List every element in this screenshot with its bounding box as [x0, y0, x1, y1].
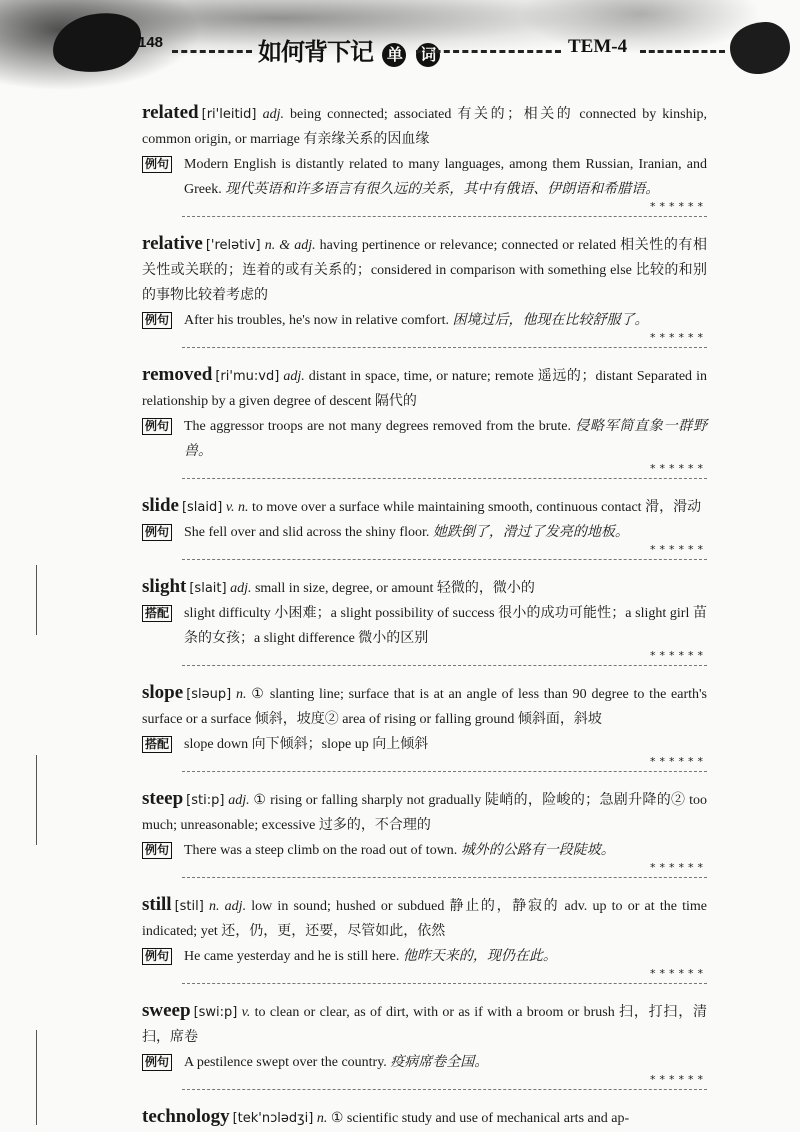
part-of-speech: adj. [230, 581, 252, 596]
entry-separator [182, 1073, 707, 1090]
margin-mark [36, 1030, 37, 1125]
ink-splash-left [47, 5, 147, 80]
entry-separator [182, 755, 707, 772]
part-of-speech: adj. [283, 369, 305, 384]
headword: slide [142, 495, 179, 516]
page-header [0, 0, 800, 92]
title-char-1: 单 [382, 43, 406, 67]
pronunciation: [slait] [189, 581, 227, 596]
definition-text: low in sound; hushed or subdued 静止的，静寂的 adv. up to or at the time indicated; yet 还，仍，更，还要，尽管如此，依然 [142, 899, 708, 939]
definition-text: distant in space, time, or nature; remote 遥远的；distant Separated in relationship by a given degree of descent 隔代的 [142, 369, 707, 409]
entry-definition [142, 998, 707, 1050]
example-chinese: 疫病席卷全国。 [390, 1055, 489, 1070]
headword: related [142, 102, 199, 123]
definition-text: ① scientific study and use of mechanical arts and ap- [327, 1111, 630, 1126]
part-of-speech: n. & adj. [264, 238, 316, 253]
part-of-speech: n. [236, 687, 247, 702]
definition-text: to move over a surface while maintaining smooth, continuous contact 滑，滑动 [248, 500, 702, 515]
entry-separator [182, 462, 707, 479]
example-english: Modern English is distantly related to many languages, among them Russian, Iranian, and Greek. [184, 157, 707, 197]
example-tag-badge: 例句 [142, 418, 172, 435]
entry [142, 1104, 707, 1131]
entry-separator [182, 861, 707, 878]
definition-text: small in size, degree, or amount 轻微的，微小的 [251, 581, 535, 596]
entry [142, 231, 707, 348]
entry [142, 362, 707, 479]
pronunciation: [swi:p] [193, 1005, 238, 1020]
headword: technology [142, 1106, 230, 1127]
example-chinese: 她跌倒了，滑过了发亮的地板。 [432, 525, 629, 540]
headword: slight [142, 576, 187, 597]
example-english: She fell over and slid across the shiny floor. [184, 525, 430, 540]
separator-stars: ****** [646, 200, 707, 213]
entry [142, 574, 707, 666]
example-tag-badge: 例句 [142, 156, 172, 173]
entry-definition [142, 362, 707, 414]
headword: removed [142, 364, 213, 385]
headword: slope [142, 682, 184, 703]
example-english: slope down 向下倾斜；slope up 向上倾斜 [184, 737, 429, 752]
entry-definition [142, 493, 707, 520]
example-tag-badge: 搭配 [142, 736, 172, 753]
example-chinese: 现代英语和许多语言有很久远的关系，其中有俄语、伊朗语和希腊语。 [225, 182, 660, 197]
entry-separator [182, 543, 707, 560]
ink-splash-right [730, 22, 790, 74]
example-english: There was a steep climb on the road out of town. [184, 843, 458, 858]
entry-separator [182, 967, 707, 984]
entry-definition [142, 574, 707, 601]
pronunciation: [slaid] [181, 500, 223, 515]
separator-stars: ****** [646, 543, 707, 556]
book-title-text: 如何背下记 [258, 38, 373, 66]
pronunciation: [sti:p] [186, 793, 225, 808]
example-block [142, 308, 707, 333]
example-block [142, 520, 707, 545]
entry-definition [142, 786, 707, 838]
pronunciation: [ri'leitid] [201, 107, 257, 122]
example-block [142, 601, 707, 651]
separator-stars: ****** [646, 967, 707, 980]
example-block [142, 944, 707, 969]
header-rule [172, 50, 252, 53]
example-tag-badge: 例句 [142, 948, 172, 965]
pronunciation: [tek'nɔlədʒi] [232, 1111, 314, 1126]
example-chinese: 困境过后，他现在比较舒服了。 [452, 313, 649, 328]
example-tag-badge: 搭配 [142, 605, 172, 622]
separator-stars: ****** [646, 861, 707, 874]
definition-text: ① rising or falling sharply not gradually 陡峭的，险峻的；急剧升降的② too much; unreasonable; excessive 过多的，不合理的 [142, 793, 707, 833]
entry-separator [182, 331, 707, 348]
entry-separator [182, 649, 707, 666]
definition-text: to clean or clear, as of dirt, with or as if with a broom or brush 扫，打扫，清扫，席卷 [142, 1005, 707, 1045]
pronunciation: [ri'mu:vd] [215, 369, 280, 384]
example-english: A pestilence swept over the country. [184, 1055, 387, 1070]
example-tag-badge: 例句 [142, 312, 172, 329]
example-english: The aggressor troops are not many degrees removed from the brute. [184, 419, 572, 434]
example-tag-badge: 例句 [142, 1054, 172, 1071]
example-block [142, 414, 707, 464]
entry [142, 493, 707, 560]
margin-mark [36, 565, 37, 635]
entry [142, 680, 707, 772]
dictionary-entries [142, 100, 707, 1131]
part-of-speech: adj. [228, 793, 250, 808]
pronunciation: [stil] [174, 899, 204, 914]
entry-definition [142, 892, 707, 944]
example-english: slight difficulty 小困难；a slight possibility of success 很小的成功可能性；a slight girl 苗条的女孩；a slight difference 微小的区别 [184, 606, 707, 646]
example-block [142, 732, 707, 757]
definition-text: ① slanting line; surface that is at an angle of less than 90 degree to the earth's surface or a surface 倾斜，坡度② area of rising or falling ground 倾斜面，斜坡 [142, 687, 707, 727]
part-of-speech: adj. [262, 107, 284, 122]
part-of-speech: v. n. [225, 500, 249, 515]
headword: relative [142, 233, 203, 254]
part-of-speech: n. [316, 1111, 328, 1126]
definition-text: having pertinence or relevance; connected or related 相关性的有相关性或关联的；连着的或有关系的；considered in comparison with something else 比较的和别的事物比较着考虑的 [142, 238, 707, 303]
separator-stars: ****** [646, 331, 707, 344]
pronunciation: [sləup] [186, 687, 232, 702]
example-chinese: 城外的公路有一段陡坡。 [460, 843, 615, 858]
exam-label: TEM-4 [568, 36, 628, 57]
headword: steep [142, 788, 184, 809]
book-title [258, 32, 440, 67]
title-char-2: 词 [416, 43, 440, 67]
example-tag-badge: 例句 [142, 842, 172, 859]
entry-definition [142, 231, 707, 308]
separator-stars: ****** [646, 649, 707, 662]
example-block [142, 838, 707, 863]
part-of-speech: v. [241, 1005, 251, 1020]
header-rule [416, 50, 561, 53]
separator-stars: ****** [646, 1073, 707, 1086]
entry [142, 998, 707, 1090]
example-block [142, 1050, 707, 1075]
part-of-speech: n. adj. [209, 899, 247, 914]
entry-separator [182, 200, 707, 217]
entry [142, 100, 707, 217]
entry [142, 786, 707, 878]
entry-definition [142, 1104, 707, 1131]
separator-stars: ****** [646, 462, 707, 475]
separator-stars: ****** [646, 755, 707, 768]
example-english: He came yesterday and he is still here. [184, 949, 400, 964]
example-chinese: 侵略军简直象一群野兽。 [184, 419, 708, 459]
pronunciation: ['relətiv] [205, 238, 261, 253]
entry-definition [142, 680, 707, 732]
margin-mark [36, 755, 37, 845]
definition-text: being connected; associated 有关的；相关的 connected by kinship, common origin, or marriage 有亲缘关系的因血缘 [142, 107, 707, 147]
example-tag-badge: 例句 [142, 524, 172, 541]
header-rule [640, 50, 725, 53]
example-chinese: 他昨天来的，现仍在此。 [402, 949, 557, 964]
example-english: After his troubles, he's now in relative comfort. [184, 313, 449, 328]
page-number: 148 [138, 34, 164, 51]
entry-definition [142, 100, 707, 152]
headword: sweep [142, 1000, 191, 1021]
headword: still [142, 894, 172, 915]
example-block [142, 152, 707, 202]
entry [142, 892, 707, 984]
